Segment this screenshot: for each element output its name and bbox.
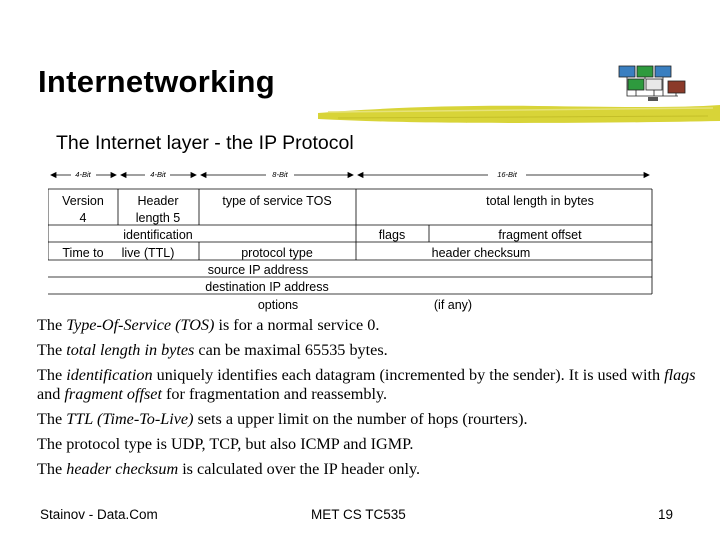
- header-checksum-label: header checksum: [431, 246, 531, 260]
- paragraph-ttl: The TTL (Time-To-Live) sets a upper limit on the number of hops (rourters).: [37, 410, 528, 428]
- bit-label-version: 4-Bit: [75, 170, 91, 179]
- options-if-any-label: (if any): [433, 298, 473, 312]
- flags-label: flags: [378, 228, 406, 242]
- ip-header-diagram: [48, 168, 653, 313]
- fragment-offset-label: fragment offset: [498, 228, 582, 242]
- source-ip-label: source IP address: [207, 263, 309, 277]
- body-text: [37, 316, 697, 485]
- footer-course: MET CS TC535: [311, 507, 406, 522]
- options-label: options: [257, 298, 299, 312]
- bit-label-header-length: 4-Bit: [150, 170, 166, 179]
- destination-ip-label: destination IP address: [205, 280, 329, 294]
- network-logo-icon: [618, 64, 688, 104]
- footer-page-number: 19: [658, 507, 674, 522]
- ttl-label-part1: Time to: [62, 246, 104, 260]
- bit-label-tos: 8-Bit: [272, 170, 288, 179]
- bit-label-total-length: 16-Bit: [497, 170, 517, 179]
- header-length-label: Header: [137, 194, 179, 208]
- slide-title: Internetworking: [38, 64, 276, 99]
- slide-subtitle: The Internet layer - the IP Protocol: [56, 132, 354, 154]
- version-label: Version: [62, 194, 104, 208]
- header-length-value: length 5: [135, 211, 181, 225]
- paragraph-header-checksum: The header checksum is calculated over the IP header only.: [37, 460, 421, 478]
- paragraph-tos: The Type-Of-Service (TOS) is for a normal service 0.: [37, 316, 380, 334]
- paragraph-protocol-type: The protocol type is UDP, TCP, but also ICMP and IGMP.: [37, 435, 414, 453]
- tos-label: type of service TOS: [222, 194, 332, 208]
- bit-width-arrows: [51, 173, 649, 178]
- footer-author: Stainov - Data.Com: [40, 507, 158, 522]
- version-value: 4: [79, 211, 87, 225]
- paragraph-total-length: The total length in bytes can be maximal 65535 bytes.: [37, 341, 388, 359]
- protocol-type-label: protocol type: [241, 246, 313, 260]
- identification-label: identification: [123, 228, 193, 242]
- total-length-label: total length in bytes: [486, 194, 594, 208]
- paragraph-identification: The identification uniquely identifies each datagram (incremented by the sender). It is used with flags and fragment offset for fragmentation and reassembly.: [37, 366, 696, 403]
- ttl-label-part2: live (TTL): [121, 246, 175, 260]
- yellow-underline-decoration: [318, 103, 720, 127]
